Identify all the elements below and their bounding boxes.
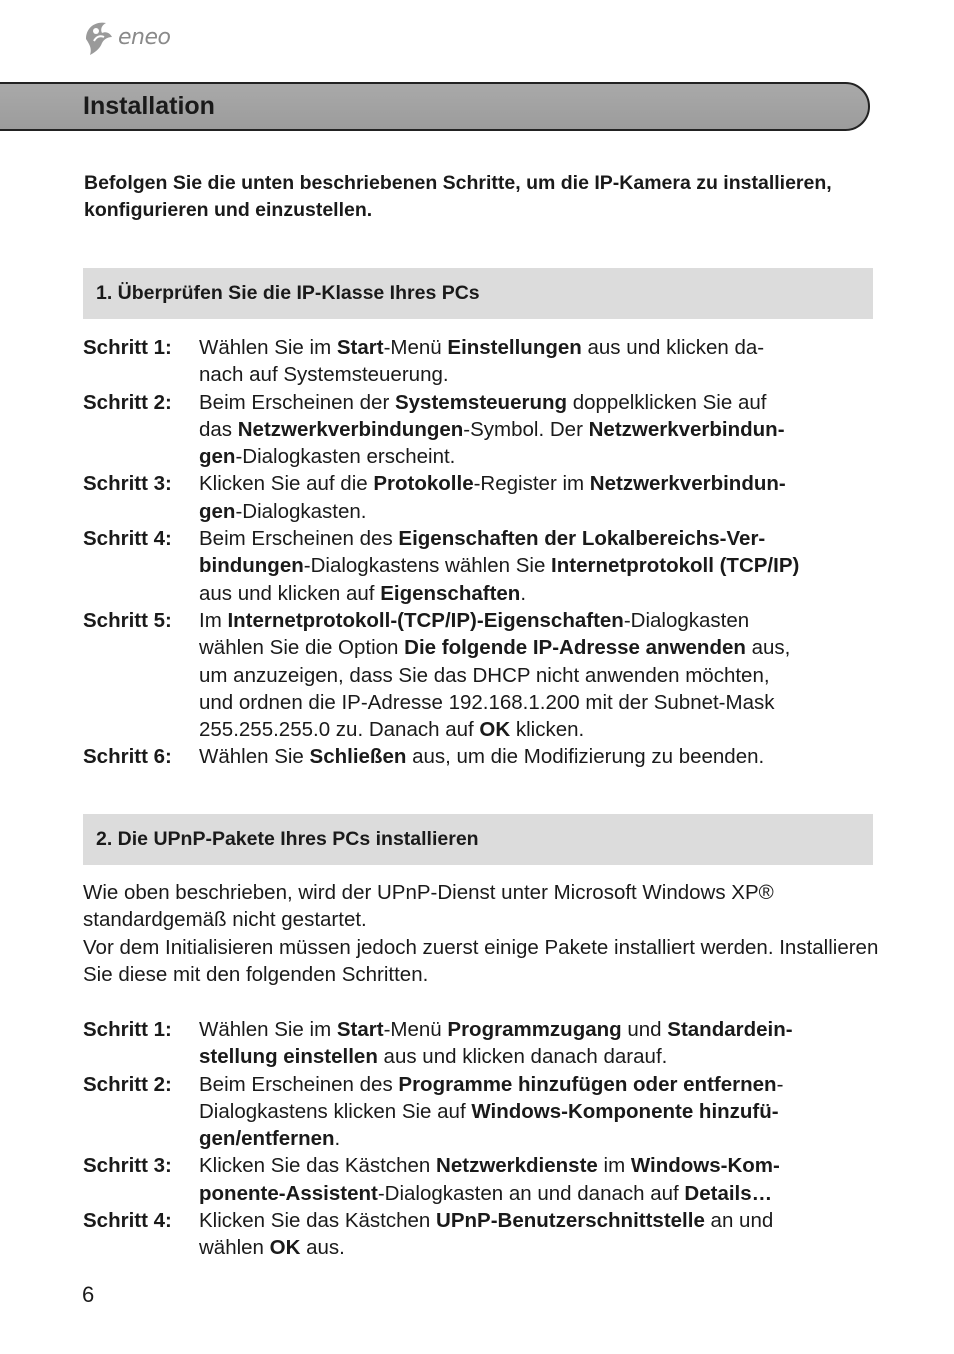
step-emphasis: stellung einstellen [199,1045,378,1069]
step-item [83,1071,873,1153]
step-label: Schritt 2: [83,1072,172,1096]
step-label: Schritt 4: [83,527,172,551]
step-emphasis: gen [199,499,236,523]
brand-logo [80,16,170,58]
step-emphasis: Protokolle [373,472,474,496]
step-fragment: und [621,1018,668,1041]
step-label: Schritt 2: [83,390,172,414]
step-item [83,470,873,525]
step-text [199,334,873,389]
step-emphasis: Eigenschaften [380,581,521,605]
page-title: Installation [83,92,215,120]
step-label: Schritt 5: [83,608,172,632]
section2-para1: Wie oben beschrieben, wird der UPnP-Dienst unter Microsoft Windows XP® standardgemäß nicht gestartet. [83,881,774,932]
step-fragment: doppelklicken Sie auf [567,390,767,414]
step-item [83,743,873,770]
step-emphasis: Details… [684,1181,773,1205]
step-text [199,525,873,607]
step-fragment: -Dialogkasten an und danach auf [377,1181,685,1205]
step-emphasis: Netzwerkverbindungen [237,417,464,441]
step-text [199,470,873,525]
step-fragment: Wählen Sie [199,745,310,769]
step-emphasis: Start [336,1018,384,1041]
step-emphasis: UPnP-Benutzerschnittstelle [436,1209,705,1233]
step-fragment: aus und klicken da- [581,336,765,359]
step-fragment: -Menü [383,1018,448,1041]
step-emphasis: Schließen [309,745,407,769]
step-fragment: klicken. [510,718,585,742]
step-text [199,1207,873,1262]
step-fragment: Klicken Sie das Kästchen [199,1154,437,1178]
step-fragment: aus und klicken danach darauf. [377,1045,668,1069]
intro-text: Befolgen Sie die unten beschriebenen Schritte, um die IP-Kamera zu installieren, konfigurieren und einzustellen. [84,172,832,221]
step-emphasis: Netzwerkverbindun- [588,417,785,441]
step-text [199,1152,873,1207]
step-item [83,607,873,743]
step-fragment: Beim Erscheinen des [199,1072,399,1096]
step-label: Schritt 6: [83,745,172,769]
section2-para2: Vor dem Initialisieren müssen jedoch zuerst einige Pakete installiert werden. Installieren Sie diese mit den folgenden Schritten. [83,936,879,987]
step-fragment: - [776,1072,784,1096]
step-fragment: aus. [300,1236,345,1260]
step-fragment: das [199,417,238,441]
step-emphasis: Windows-Kom- [630,1154,780,1178]
step-fragment: Beim Erscheinen der [199,390,395,414]
step-text [199,1071,873,1153]
step-item [83,525,873,607]
step-emphasis: Internetprotokoll-(TCP/IP)-Eigenschaften [227,608,624,632]
step-fragment: aus, um die Modifizierung zu beenden. [406,745,765,769]
step-text [199,1016,873,1071]
section1-steps [83,334,873,771]
step-label: Schritt 1: [83,336,172,359]
step-text [199,743,873,770]
step-item [83,1016,873,1071]
step-emphasis: Programme hinzufügen oder entfernen [398,1072,777,1096]
step-fragment: -Dialogkastens wählen Sie [303,554,552,578]
step-emphasis: gen/entfernen [199,1127,335,1151]
step-fragment: wählen Sie die Option [199,636,405,660]
step-label: Schritt 3: [83,1154,172,1178]
step-emphasis: Start [336,336,384,359]
step-emphasis: Eigenschaften der Lokalbereichs-Ver- [398,527,766,551]
step-fragment: aus und klicken auf [199,581,381,605]
sun-fan-icon [80,17,116,57]
step-emphasis: Die folgende IP-Adresse anwenden [404,636,746,660]
step-emphasis: Systemsteuerung [394,390,568,414]
step-fragment: Dialogkastens klicken Sie auf [199,1099,472,1123]
step-fragment: -Register im [473,472,590,496]
section2-steps [83,1016,873,1262]
step-label: Schritt 3: [83,472,172,496]
step-fragment: -Symbol. Der [463,417,589,441]
step-fragment: -Dialogkasten. [235,499,367,523]
step-fragment: an und [704,1209,774,1233]
step-fragment: -Menü [383,336,448,359]
step-label: Schritt 4: [83,1209,172,1233]
step-emphasis: Internetprotokoll (TCP/IP) [551,554,800,578]
step-fragment: nach auf Systemsteuerung. [199,363,449,387]
step-emphasis: OK [479,718,511,742]
section1-heading: 1. Überprüfen Sie die IP-Klasse Ihres PCs [83,268,873,319]
step-emphasis: OK [269,1236,301,1260]
step-fragment: und ordnen die IP-Adresse 192.168.1.200 mit der Subnet-Mask [199,690,775,714]
step-fragment: Beim Erscheinen des [199,527,399,551]
step-fragment: 255.255.255.0 zu. Danach auf [199,718,480,742]
step-fragment: Klicken Sie auf die [199,472,374,496]
step-fragment: . [520,581,527,605]
step-emphasis: bindungen [199,554,304,578]
step-emphasis: Windows-Komponente hinzufü- [471,1099,779,1123]
step-fragment: . [334,1127,341,1151]
step-fragment: Wählen Sie im [199,1018,337,1041]
step-fragment: -Dialogkasten erscheint. [235,445,456,469]
step-emphasis: Netzwerkverbindun- [589,472,786,496]
step-fragment: Im [199,608,228,632]
step-item [83,1207,873,1262]
step-text [199,389,873,471]
step-emphasis: Programmzugang [447,1018,622,1041]
step-fragment: Wählen Sie im [199,336,337,359]
step-fragment: aus, [745,636,791,660]
step-fragment: im [597,1154,631,1178]
page-number: 6 [82,1282,95,1307]
step-item [83,389,873,471]
step-text [199,607,873,743]
step-emphasis: ponente-Assistent [199,1181,378,1205]
step-emphasis: gen [199,445,236,469]
step-label: Schritt 1: [83,1018,172,1041]
step-fragment: -Dialogkasten [623,608,750,632]
step-fragment: wählen [199,1236,270,1260]
step-emphasis: Standardein- [667,1018,793,1041]
logo-text: eneo [118,24,171,50]
step-fragment: um anzuzeigen, dass Sie das DHCP nicht anwenden möchten, [199,663,770,687]
step-emphasis: Einstellungen [447,336,582,359]
step-item [83,1152,873,1207]
section2-heading: 2. Die UPnP-Pakete Ihres PCs installieren [83,814,873,865]
step-emphasis: Netzwerkdienste [436,1154,598,1178]
step-fragment: Klicken Sie das Kästchen [199,1209,437,1233]
step-item [83,334,873,389]
